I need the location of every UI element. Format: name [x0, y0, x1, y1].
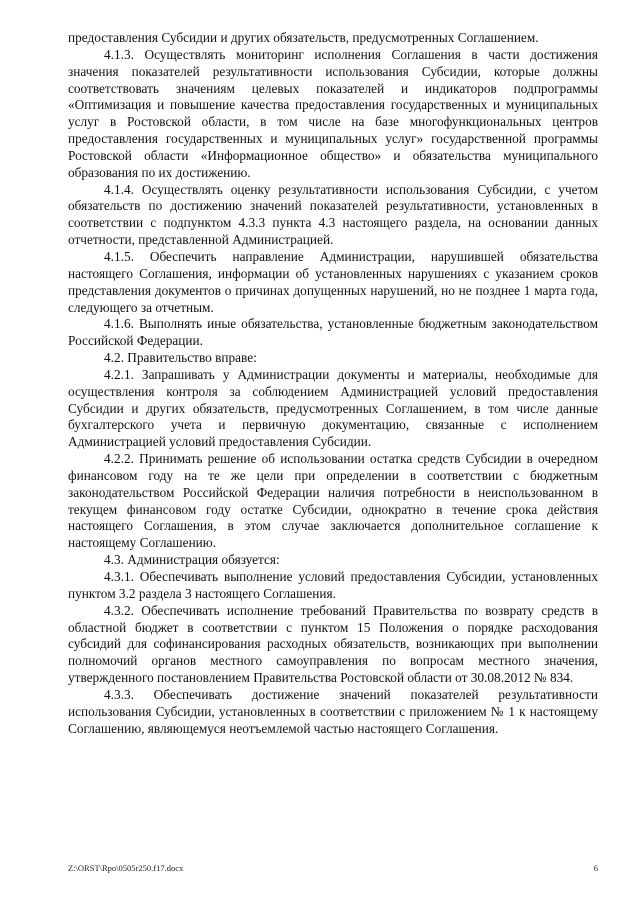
- paragraph-4-3-1: 4.3.1. Обеспечивать выполнение условий предоставления Субсидии, установленных пунктом 3.2 раздела 3 настоящего Соглашения.: [68, 569, 598, 601]
- paragraph-4-2-2: 4.2.2. Принимать решение об использовании остатка средств Субсидии в очередном финансовом году на те же цели при определении в соответствии с бюджетным законодательством Российской Федерации наличия потребности в неиспользованном в текущем финансовом году остатке Субсидии, однократно в течение срока действия настоящего Соглашения, в этом случае заключается дополнительное соглашение к настоящему Соглашению.: [68, 451, 598, 551]
- paragraph-4-1-3: 4.1.3. Осуществлять мониторинг исполнения Соглашения в части достижения значения показателей результативности использования Субсидии, которые должны соответствовать значениям целевых показателей и индикаторов подпрограммы «Оптимизация и повышение качества предоставления государственных и муниципальных услуг в Ростовской области, в том числе на базе многофункциональных центров предоставления государственных и муниципальных услуг» государственной программы Ростовской области «Информационное общество» и обязательства муниципального образования по их достижению.: [68, 46, 598, 180]
- paragraph-4-2: 4.2. Правительство вправе:: [104, 350, 257, 366]
- paragraph-4-1-5: 4.1.5. Обеспечить направление Администрации, нарушившей обязательства настоящего Соглашения, информации об установленных нарушениях с указанием сроков представления документов о причинах допущенных нарушений, но не позднее 1 марта года, следующего за отчетным.: [68, 248, 598, 315]
- paragraph-4-3-2: 4.3.2. Обеспечивать исполнение требований Правительства по возврату средств в областной бюджет в соответствии с пунктом 15 Положения о порядке расходования субсидий для софинансирования расходных обязательств, возникающих при выполнении полномочий органов местного самоуправления по вопросам местного значения, утвержденного постановлением Правительства Ростовской области от 30.08.2012 № 834.: [68, 602, 598, 686]
- document-page: [68, 30, 598, 737]
- paragraph-4-3-3: 4.3.3. Обеспечивать достижение значений показателей результативности использования Субсидии, установленных в соответствии с приложением № 1 к настоящему Соглашению, являющемуся неотъемлемой частью настоящего Соглашения.: [68, 686, 598, 736]
- paragraph-4-1-4: 4.1.4. Осуществлять оценку результативности использования Субсидии, с учетом обязательств по достижению значений показателей результативности, установленных в соответствии с подпунктом 4.3.3 пункта 4.3 настоящего раздела, на основании данных отчетности, представленной Администрацией.: [68, 181, 598, 248]
- paragraph-4-1-6: 4.1.6. Выполнять иные обязательства, установленные бюджетным законодательством Российской Федерации.: [68, 316, 598, 349]
- paragraph-4-2-1: 4.2.1. Запрашивать у Администрации документы и материалы, необходимые для осуществления контроля за соблюдением Администрацией условий предоставления Субсидии и других обязательств, предусмотренных Соглашением, в том числе данные бухгалтерского учета и первичную документацию, связанные с исполнением Администрацией условий предоставления Субсидии.: [68, 366, 598, 450]
- page-number: 6: [593, 863, 598, 873]
- paragraph-4-3: 4.3. Администрация обязуется:: [104, 552, 280, 568]
- footer-file-path: Z:\ORST\Rpo\0505r250.f17.docx: [68, 863, 184, 873]
- paragraph-continuation: предоставления Субсидии и других обязательств, предусмотренных Соглашением.: [68, 30, 539, 45]
